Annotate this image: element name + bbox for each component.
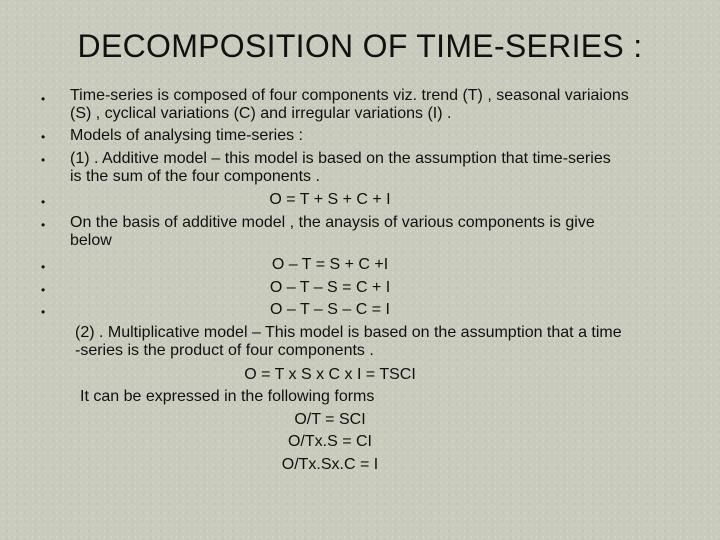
body-line-centered: O = T + S + C + I bbox=[269, 191, 391, 208]
slide-title: DECOMPOSITION OF TIME-SERIES : bbox=[77, 28, 643, 64]
body-line: is the sum of the four components . bbox=[70, 168, 320, 185]
body-line-centered: O = T x S x C x I = TSCI bbox=[244, 366, 416, 383]
bullet-marker: • bbox=[41, 195, 46, 209]
body-line-centered: O – T = S + C +I bbox=[271, 256, 389, 273]
body-line: (S) , cyclical variations (C) and irregular variations (I) . bbox=[70, 105, 452, 122]
body-line: Time-series is composed of four components viz. trend (T) , seasonal variaions bbox=[70, 87, 629, 104]
bullet-marker: • bbox=[41, 153, 46, 167]
bullet-marker: • bbox=[41, 130, 46, 144]
body-line: -series is the product of four components . bbox=[75, 342, 374, 359]
body-line-centered: O – T – S – C = I bbox=[270, 301, 390, 318]
bullet-marker: • bbox=[41, 92, 46, 106]
bullet-marker: • bbox=[41, 283, 46, 297]
body-line: (2) . Multiplicative model – This model is based on the assumption that a time bbox=[75, 324, 622, 341]
body-line: (1) . Additive model – this model is based on the assumption that time-series bbox=[70, 150, 611, 167]
bullet-marker: • bbox=[41, 260, 46, 274]
body-line-centered: O/Tx.S = CI bbox=[287, 433, 372, 450]
body-line: below bbox=[70, 232, 112, 249]
body-line-centered: O – T – S = C + I bbox=[269, 279, 391, 296]
body-line: It can be expressed in the following forms bbox=[80, 388, 375, 405]
bullet-marker: • bbox=[41, 305, 46, 319]
body-line: On the basis of additive model , the anaysis of various components is give bbox=[70, 214, 595, 231]
bullet-marker: • bbox=[41, 218, 46, 232]
body-line: Models of analysing time-series : bbox=[70, 127, 303, 144]
body-line-centered: O/T = SCI bbox=[294, 411, 366, 428]
body-line-centered: O/Tx.Sx.C = I bbox=[281, 456, 379, 473]
